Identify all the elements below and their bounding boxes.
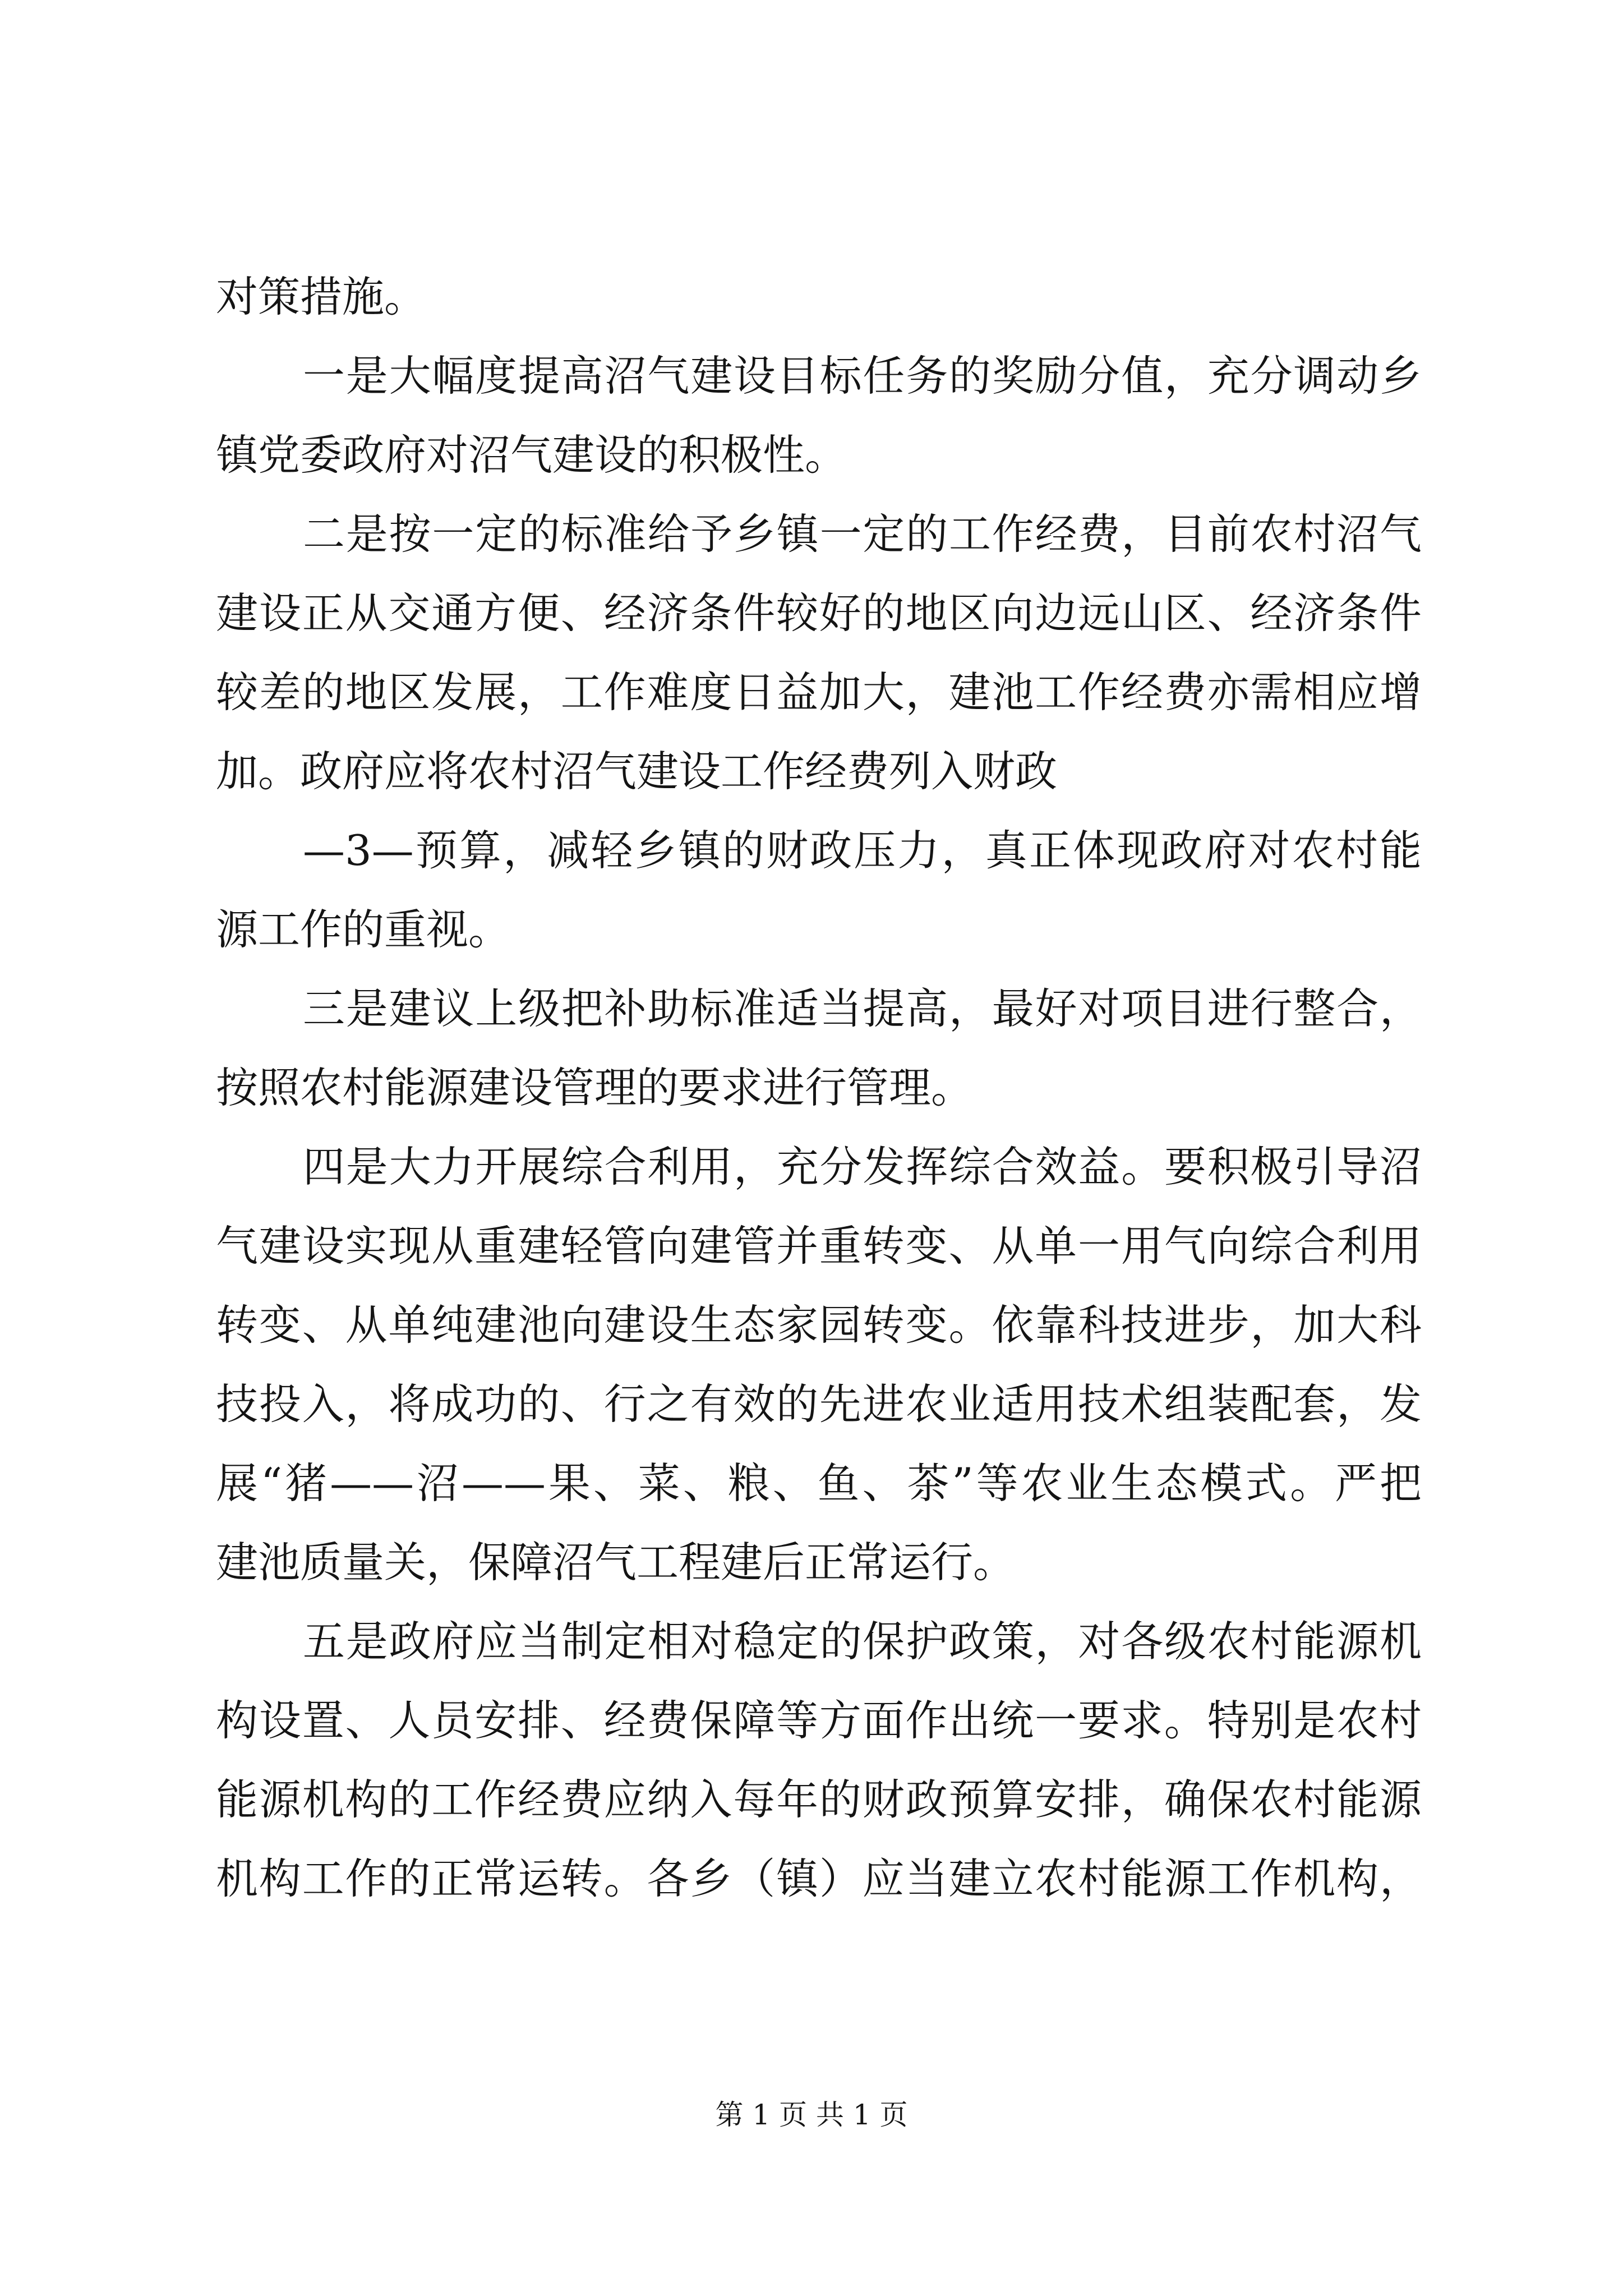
text-line: 技投入，将成功的、行之有效的先进农业适用技术组装配套，发 [216, 1379, 1422, 1429]
text-line: 能源机构的工作经费应纳入每年的财政预算安排，确保农村能源 [216, 1775, 1422, 1824]
paragraph-line: —3—预算，减轻乡镇的财政压力，真正体现政府对农村能 [303, 826, 1422, 875]
text-line: 气建设实现从重建轻管向建管并重转变、从单一用气向综合利用 [216, 1221, 1422, 1271]
page-footer: 第 1 页 共 1 页 [715, 2099, 908, 2131]
paragraph-line: 四是大力开展综合利用，充分发挥综合效益。要积极引导沼 [303, 1142, 1422, 1191]
text-line: 镇党委政府对沼气建设的积极性。 [216, 430, 847, 480]
text-line: 转变、从单纯建池向建设生态家园转变。依靠科技进步，加大科 [216, 1300, 1422, 1350]
text-line: 较差的地区发展，工作难度日益加大，建池工作经费亦需相应增 [216, 668, 1422, 717]
text-line: 加。政府应将农村沼气建设工作经费列入财政 [216, 747, 1058, 796]
text-line: 对策措施。 [216, 272, 427, 321]
text-line: 建池质量关，保障沼气工程建后正常运行。 [216, 1538, 1016, 1587]
text-line: 机构工作的正常运转。各乡（镇）应当建立农村能源工作机构， [216, 1854, 1422, 1903]
paragraph-line: 三是建议上级把补助标准适当提高，最好对项目进行整合， [303, 984, 1422, 1033]
paragraph-line: 五是政府应当制定相对稳定的保护政策，对各级农村能源机 [303, 1617, 1422, 1666]
text-line: 展“猪——沼——果、菜、粮、鱼、茶”等农业生态模式。严把 [216, 1458, 1422, 1508]
text-line: 构设置、人员安排、经费保障等方面作出统一要求。特别是农村 [216, 1696, 1422, 1745]
text-line: 按照农村能源建设管理的要求进行管理。 [216, 1063, 974, 1112]
text-line: 建设正从交通方便、经济条件较好的地区向边远山区、经济条件 [216, 588, 1422, 638]
paragraph-line: 二是按一定的标准给予乡镇一定的工作经费，目前农村沼气 [303, 509, 1422, 559]
paragraph-line: 一是大幅度提高沼气建设目标任务的奖励分值，充分调动乡 [303, 351, 1422, 401]
text-line: 源工作的重视。 [216, 905, 511, 954]
